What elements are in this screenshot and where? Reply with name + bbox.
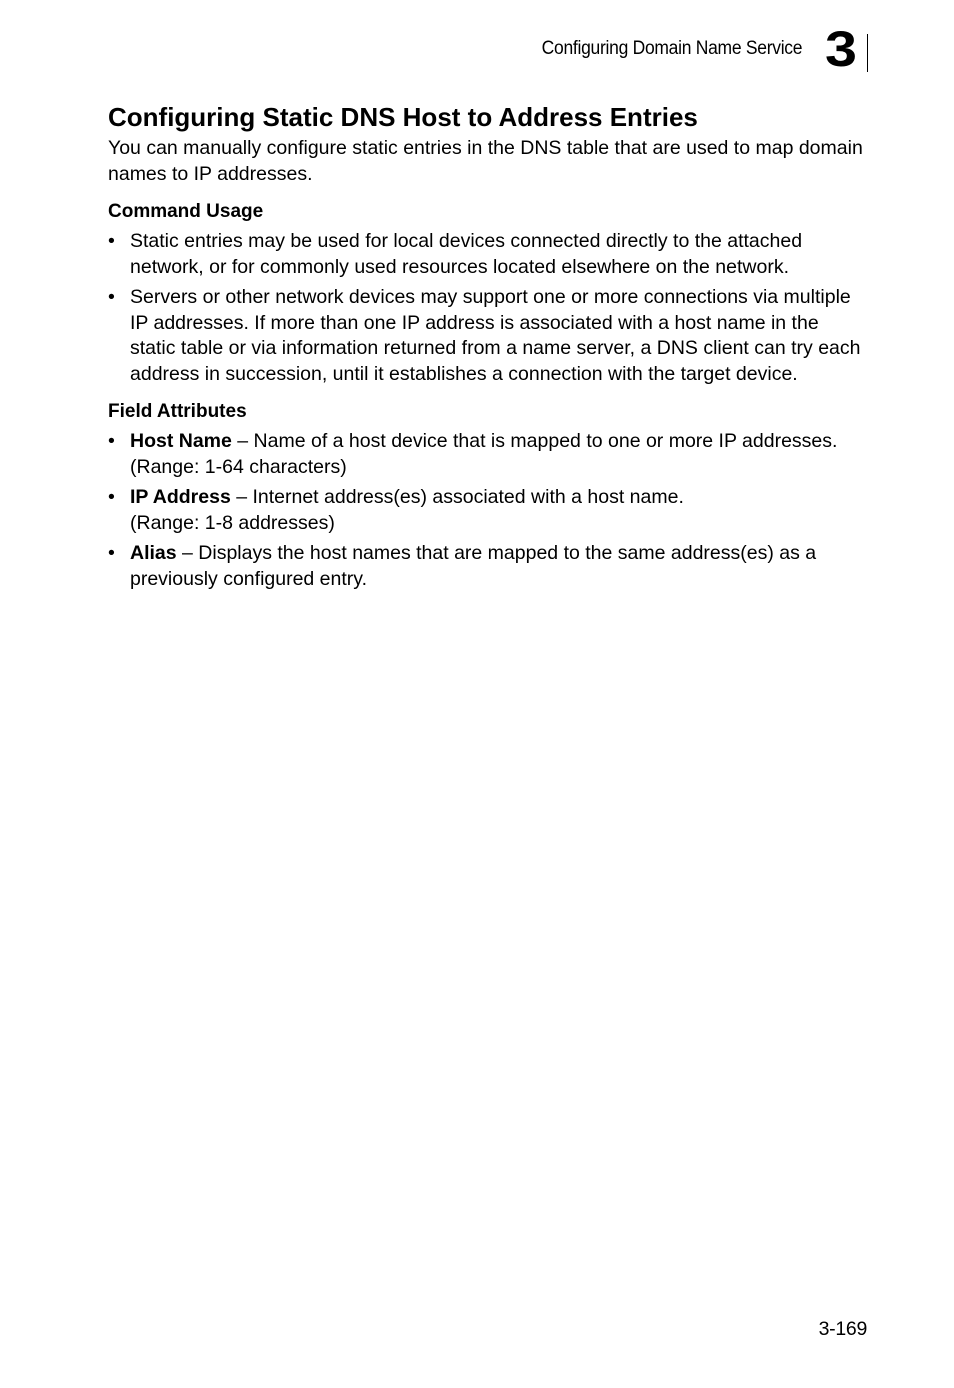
list-item-text: Servers or other network devices may support one or more connections via multiple IP addresses. If more than one IP address is associated with a host name in the static table or via information returned from a name server, a DNS client can try each address in succession, until it establishes a connection with the target device. xyxy=(130,286,861,385)
field-description: – Displays the host names that are mapped to the same address(es) as a previously configured entry. xyxy=(130,542,817,590)
field-term: IP Address xyxy=(130,486,231,508)
section-intro: You can manually configure static entries in the DNS table that are used to map domain names to IP addresses. xyxy=(108,137,863,185)
section-title: Configuring Static DNS Host to Address Entries xyxy=(108,102,698,132)
running-header-title: Configuring Domain Name Service xyxy=(541,38,802,59)
bullet: • xyxy=(108,486,115,508)
page-number: 3-169 xyxy=(818,1318,867,1340)
list-item xyxy=(108,285,868,387)
field-description: – Name of a host device that is mapped to one or more IP addresses. xyxy=(231,430,838,452)
field-term: Alias xyxy=(130,542,177,564)
field-range: (Range: 1-8 addresses) xyxy=(130,511,335,534)
command-usage-list xyxy=(108,229,868,387)
list-item xyxy=(108,541,868,592)
list-item-text: Static entries may be used for local devices connected directly to the attached network, or for commonly used resources located elsewhere on the network. xyxy=(130,230,803,278)
field-description: – Internet address(es) associated with a host name. xyxy=(230,486,684,508)
command-usage-heading: Command Usage xyxy=(108,201,264,222)
bullet: • xyxy=(108,286,115,308)
chapter-tab xyxy=(823,21,868,77)
bullet: • xyxy=(108,230,115,252)
list-item xyxy=(108,429,868,480)
page-content xyxy=(108,100,868,597)
bullet: • xyxy=(108,542,115,564)
field-range: (Range: 1-64 characters) xyxy=(130,455,347,478)
list-item xyxy=(108,229,868,280)
field-attributes-heading: Field Attributes xyxy=(108,401,247,422)
list-item xyxy=(108,485,868,536)
field-term: Host Name xyxy=(130,430,232,452)
field-attributes-list xyxy=(108,429,868,592)
bullet: • xyxy=(108,430,115,452)
chapter-number: 3 xyxy=(825,21,857,77)
